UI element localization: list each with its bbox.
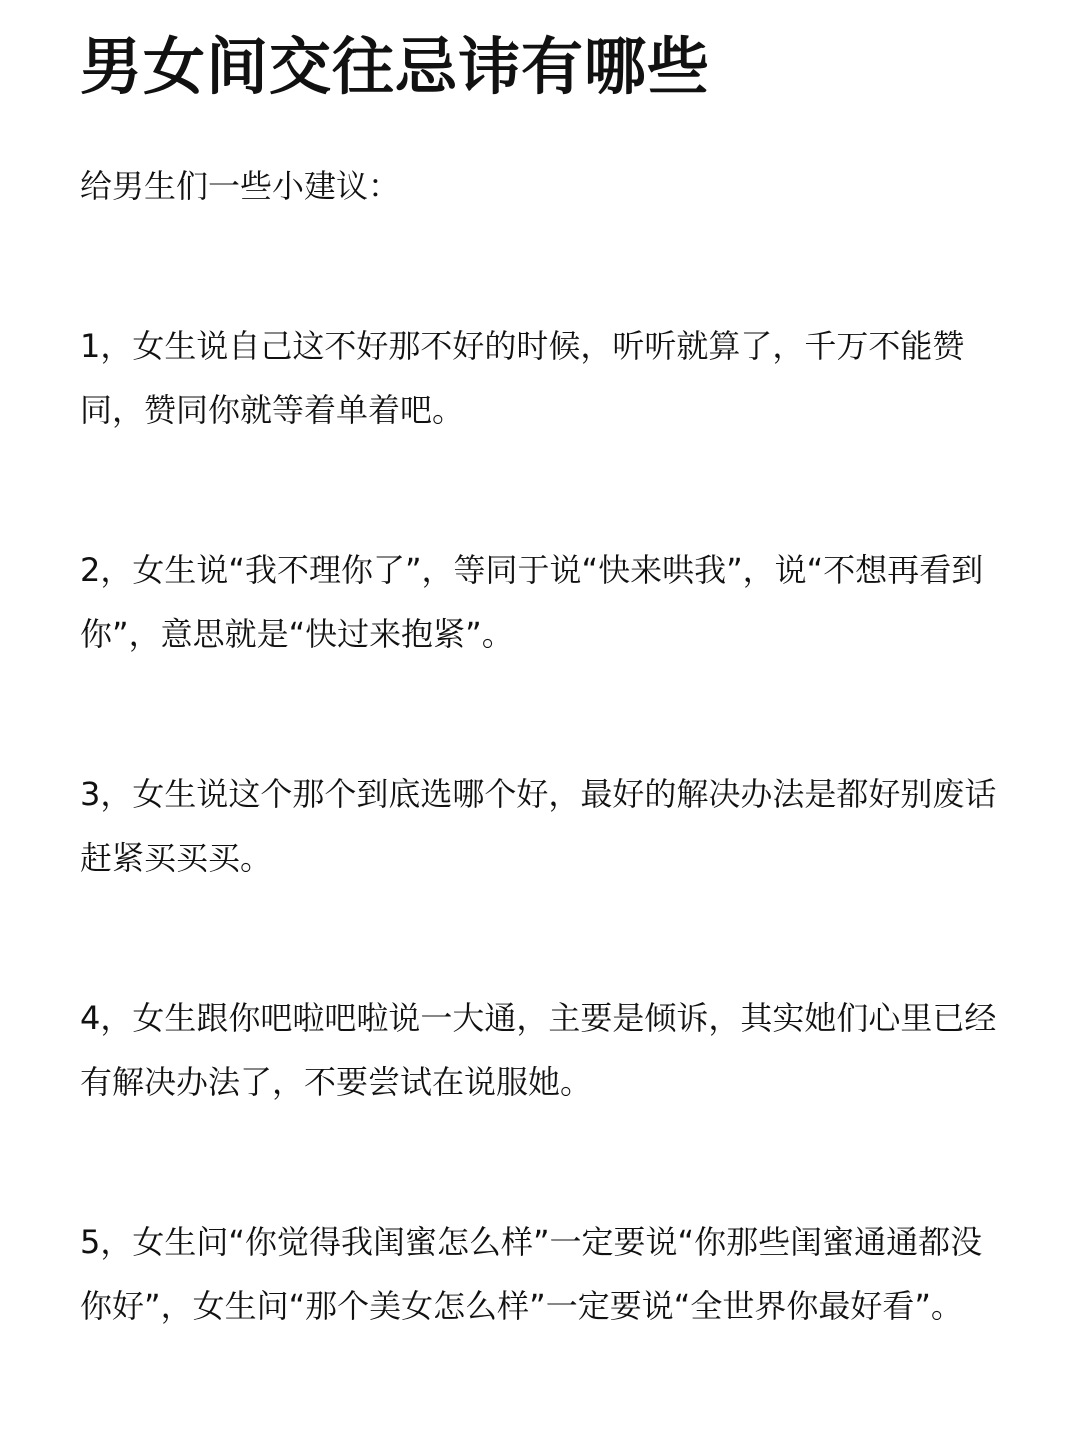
tip-item: 5，女生问“你觉得我闺蜜怎么样”一定要说“你那些闺蜜通通都没你好”，女生问“那个美女怎么样”一定要说“全世界你最好看”。 [80,1223,983,1325]
tip-item: 1，女生说自己这不好那不好的时候，听听就算了，千万不能赞同，赞同你就等着单着吧。 [80,327,965,429]
tip-item: 3，女生说这个那个到底选哪个好，最好的解决办法是都好别废话赶紧买买买。 [80,775,997,877]
article-title: 男女间交往忌讳有哪些 [80,30,711,103]
tip-item: 2，女生说“我不理你了”，等同于说“快来哄我”，说“不想再看到你”，意思就是“快过来抱紧”。 [80,551,984,653]
article-intro: 给男生们一些小建议： [80,167,401,205]
tip-item: 4，女生跟你吧啦吧啦说一大通，主要是倾诉，其实她们心里已经有解决办法了，不要尝试在说服她。 [80,999,997,1101]
